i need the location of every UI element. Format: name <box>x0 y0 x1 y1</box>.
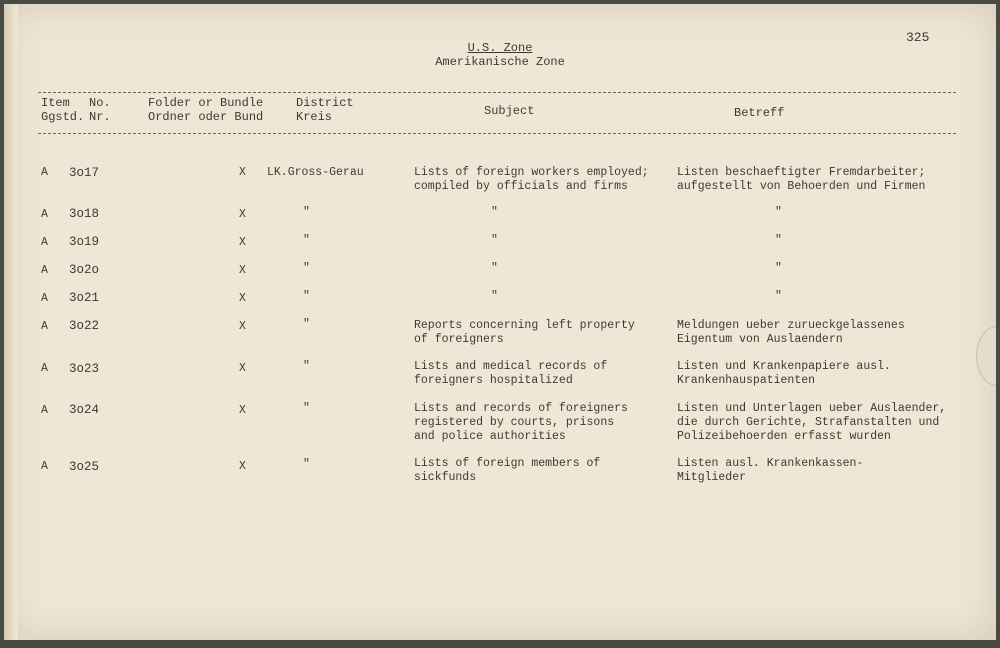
row-number: 3o19 <box>69 235 100 249</box>
row-item: A <box>41 460 48 473</box>
row-item: A <box>41 166 48 179</box>
row-number: 3o23 <box>69 362 100 376</box>
header-district: District <box>296 96 354 110</box>
row-betreff: " <box>775 290 782 303</box>
row-district: " <box>303 234 310 247</box>
row-folder: X <box>239 208 246 221</box>
header-ordner: Ordner oder Bund <box>148 110 264 124</box>
index-tab-notch <box>976 326 996 386</box>
row-betreff: " <box>775 206 782 219</box>
row-betreff: Listen und Unterlagen ueber Auslaender, die durch Gerichte, Strafanstalten und Polizeibehoerden erfasst wurden <box>677 402 947 443</box>
row-subject: " <box>491 206 498 219</box>
row-item: A <box>41 236 48 249</box>
row-betreff: Listen ausl. Krankenkassen- Mitglieder <box>677 457 864 484</box>
row-folder: X <box>239 292 246 305</box>
header-betreff: Betreff <box>734 106 785 120</box>
row-district: " <box>303 402 310 415</box>
row-betreff: Listen beschaeftigter Fremdarbeiter; aufgestellt von Behoerden und Firmen <box>677 166 926 193</box>
row-betreff: Meldungen ueber zurueckgelassenes Eigentum von Auslaendern <box>677 319 905 346</box>
page-number: 325 <box>906 30 930 45</box>
row-number: 3o2o <box>69 263 100 277</box>
header-subject: Subject <box>484 104 535 118</box>
page-binding-shadow <box>4 4 18 640</box>
row-subject: " <box>491 290 498 303</box>
row-subject: Lists and medical records of foreigners hospitalized <box>414 360 608 387</box>
row-district: " <box>303 290 310 303</box>
row-number: 3o22 <box>69 319 100 333</box>
row-folder: X <box>239 460 246 473</box>
row-folder: X <box>239 362 246 375</box>
row-number: 3o21 <box>69 291 100 305</box>
row-district: " <box>303 360 310 373</box>
row-district: " <box>303 318 310 331</box>
row-number: 3o18 <box>69 207 100 221</box>
row-number: 3o17 <box>69 166 100 180</box>
row-subject: " <box>491 262 498 275</box>
header-kreis: Kreis <box>296 110 333 124</box>
row-district: " <box>303 262 310 275</box>
row-item: A <box>41 362 48 375</box>
row-folder: X <box>239 264 246 277</box>
row-district: LK.Gross-Gerau <box>267 166 364 179</box>
header-bottom-rule <box>38 133 956 134</box>
row-folder: X <box>239 166 246 179</box>
row-folder: X <box>239 236 246 249</box>
row-number: 3o25 <box>69 460 100 474</box>
header-top-rule <box>38 92 956 93</box>
row-subject: Lists and records of foreigners registered by courts, prisons and police authorities <box>414 402 628 443</box>
header-no: No. <box>89 96 111 110</box>
row-item: A <box>41 208 48 221</box>
header-folder: Folder or Bundle <box>148 96 264 110</box>
row-folder: X <box>239 320 246 333</box>
row-subject: Reports concerning left property of foreigners <box>414 319 635 346</box>
zone-title <box>0 41 1000 69</box>
row-subject: Lists of foreign members of sickfunds <box>414 457 601 484</box>
zone-title-english: U.S. Zone <box>467 41 533 55</box>
row-subject: Lists of foreign workers employed; compiled by officials and firms <box>414 166 649 193</box>
row-betreff: " <box>775 262 782 275</box>
row-number: 3o24 <box>69 403 100 417</box>
row-district: " <box>303 206 310 219</box>
row-betreff: " <box>775 234 782 247</box>
header-ggstd: Ggstd. <box>41 110 85 124</box>
zone-title-german: Amerikanische Zone <box>435 55 565 69</box>
row-item: A <box>41 264 48 277</box>
header-item: Item <box>41 96 70 110</box>
row-folder: X <box>239 404 246 417</box>
row-item: A <box>41 320 48 333</box>
row-item: A <box>41 404 48 417</box>
header-nr: Nr. <box>89 110 111 124</box>
row-district: " <box>303 458 310 471</box>
row-item: A <box>41 292 48 305</box>
row-subject: " <box>491 234 498 247</box>
row-betreff: Listen und Krankenpapiere ausl. Krankenhauspatienten <box>677 360 891 387</box>
